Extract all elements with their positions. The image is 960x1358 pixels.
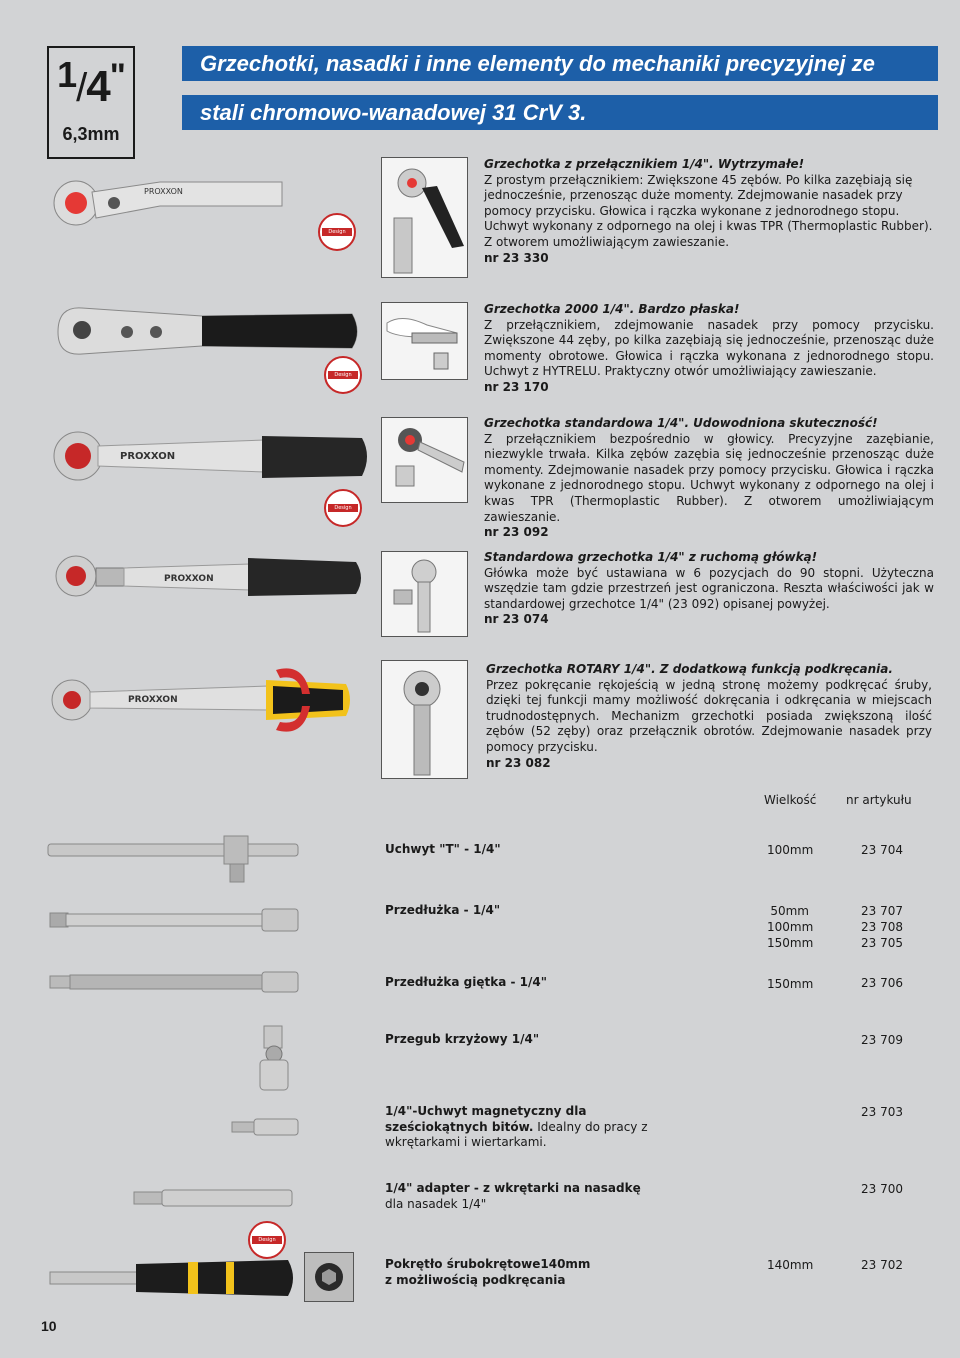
table-row-label xyxy=(385,1257,665,1288)
product-number: nr 23 074 xyxy=(484,612,549,627)
flexible-extension-image xyxy=(48,967,302,997)
design-patent-label: Design Patent xyxy=(252,1236,282,1244)
product-body: Z przełącznikiem, zdejmowanie nasadek przy pomocy przycisku. Zwiększone 44 zęby, po kilka zazębiają się jednocześnie, przenosząc duże momenty obrotowe. Głowica i rączka wykonana z jednorodnego stopu. Uchwyt z HYTRELU. Praktyczny otwór umożliwiający zawieszanie. xyxy=(484,317,934,379)
product-body: Przez pokręcanie rękojeścią w jedną stronę możemy podkręcać śruby, dzięki tej funkcji mamy możliwość dokręcania i odkręcania w miejscach trudnodostępnych. Mechanizm grzechotki posiada zwiększoną ilość zębów (52 zęby) oraz przełącznik obrotów. Zdejmowanie nasadek przy pomocy przycisku. xyxy=(486,677,932,754)
hex-socket-icon xyxy=(305,1253,353,1301)
title-banner-2 xyxy=(182,95,938,130)
product-body: Z przełącznikiem bezpośrednio w głowicy. Precyzyjne zazębianie, niezwykle trwała. Kilka zębów zazębia się jednocześnie przenosząc duże momenty. Zdejmowanie nasadek przy pomocy przycisku. Głowica i rączka wykonane z jednorodnego stopu. Uchwyt wykonany z odpornego na olej i kwas TPR (Thermoplastic Rubber). Z otworem umożliwiającym zawieszanie. xyxy=(484,431,934,524)
column-header-size: Wielkość xyxy=(764,793,817,807)
product-number: nr 23 330 xyxy=(484,250,549,265)
product-23170-description xyxy=(484,302,934,396)
proxxon-logo: PROXXON xyxy=(128,695,178,705)
ratchet-23082-image xyxy=(48,664,354,734)
table-row-label: Uchwyt "T" - 1/4" xyxy=(385,842,501,856)
table-row-size: 100mm xyxy=(767,843,814,857)
table-row-size: 150mm xyxy=(767,977,814,991)
title-line-1: Grzechotki, nasadki i inne elementy do mechaniki precyzyjnej ze xyxy=(200,51,875,76)
table-row-article-number: 23 700 xyxy=(861,1182,903,1196)
table-row-label: Przedłużka - 1/4" xyxy=(385,903,501,917)
ratchet-23330-detail-photo xyxy=(381,157,468,278)
product-title: Grzechotka z przełącznikiem 1/4". Wytrzymałe! xyxy=(484,157,805,171)
product-title: Grzechotka standardowa 1/4". Udowodniona skuteczność! xyxy=(484,416,878,430)
ratchet-23092-image xyxy=(50,428,372,488)
design-patent-label: Design Patent xyxy=(328,504,358,512)
table-row-label-bold: 1/4"-Uchwyt magnetyczny dla sześciokątnych bitów. xyxy=(385,1104,587,1134)
product-body: Główka może być ustawiana w 6 pozycjach do 90 stopni. Użyteczna wszędzie tam gdzie przestrzeń jest ograniczona. Reszta właściwości jak w standardowej grzechotce 1/4" (23 092) opisanej powyżej. xyxy=(484,565,934,611)
size-fraction-denominator: 4 xyxy=(86,62,110,111)
design-patent-stamp xyxy=(318,213,356,251)
ratchet-23330-image xyxy=(50,160,286,230)
proxxon-logo: PROXXON xyxy=(120,451,176,462)
table-row-label-bold: 1/4" adapter - z wkrętarki na nasadkę xyxy=(385,1181,641,1195)
product-number: nr 23 170 xyxy=(484,379,549,394)
hand-ratchet-detail-icon xyxy=(382,303,467,379)
ratchet-23074-image xyxy=(52,552,364,604)
table-row-label xyxy=(385,1181,665,1212)
product-number: nr 23 092 xyxy=(484,525,549,540)
table-row-label: Przegub krzyżowy 1/4" xyxy=(385,1032,540,1046)
proxxon-logo: PROXXON xyxy=(164,574,214,584)
table-row-label-note: dla nasadek 1/4" xyxy=(385,1196,487,1211)
product-23074-description xyxy=(484,550,934,628)
product-number: nr 23 082 xyxy=(486,755,551,770)
ratchet-23170-image xyxy=(52,302,364,362)
product-title: Grzechotka 2000 1/4". Bardzo płaska! xyxy=(484,302,740,316)
design-patent-label: Design Patent xyxy=(328,371,358,379)
table-row-article-number: 23 703 xyxy=(861,1105,903,1119)
product-23330-description xyxy=(484,157,936,266)
table-row-label: Przedłużka giętka - 1/4" xyxy=(385,975,547,989)
ratchet-23170-detail-photo xyxy=(381,302,468,380)
column-header-article-number: nr artykułu xyxy=(846,793,912,807)
product-23092-description xyxy=(484,416,934,541)
table-row-label-bold-line2: z możliwością podkręcania xyxy=(385,1272,566,1287)
table-row-label xyxy=(385,1104,665,1151)
table-row-size: 140mm xyxy=(767,1258,814,1272)
table-row-label-bold: Pokrętło śrubokrętowe140mm xyxy=(385,1257,591,1271)
handle-end-photo xyxy=(304,1252,354,1302)
t-handle-image xyxy=(46,830,300,884)
title-banner-1 xyxy=(182,46,938,81)
table-row-article-number: 23 706 xyxy=(861,976,903,990)
hand-ratchet-detail-icon xyxy=(382,158,467,277)
table-row-article-numbers: 23 707 23 708 23 705 xyxy=(861,904,903,950)
product-title: Standardowa grzechotka 1/4" z ruchomą główką! xyxy=(484,550,818,564)
table-row-article-number: 23 709 xyxy=(861,1033,903,1047)
ratchet-23092-detail-photo xyxy=(381,417,468,503)
product-title: Grzechotka ROTARY 1/4". Z dodatkową funkcją podkręcania. xyxy=(486,662,893,676)
size-fraction-numerator: 1 xyxy=(57,54,77,95)
design-patent-stamp xyxy=(324,356,362,394)
design-patent-stamp xyxy=(324,489,362,527)
table-row-article-number: 23 702 xyxy=(861,1258,903,1272)
ratchet-23082-detail-photo xyxy=(381,660,468,779)
title-line-2: stali chromowo-wanadowej 31 CrV 3. xyxy=(200,100,587,125)
size-box xyxy=(47,46,135,159)
table-row-article-number: 23 704 xyxy=(861,843,903,857)
design-patent-label: Design Patent xyxy=(322,228,352,236)
product-23082-description xyxy=(486,662,932,771)
table-row-sizes: 50mm 100mm 150mm xyxy=(767,904,814,950)
hand-ratchet-detail-icon xyxy=(382,418,467,502)
swivel-head-detail-icon xyxy=(382,552,467,636)
ratchet-23074-detail-photo xyxy=(381,551,468,637)
size-fraction: $^1$/4" xyxy=(57,54,125,111)
product-body: Z prostym przełącznikiem: Zwiększone 45 zębów. Po kilka zazębiają się jednocześnie, przenosząc duże momenty. Zdejmowanie nasadek przy pomocy przycisku. Głowica i rączka wykonane z jednorodnego stopu. Uchwyt wykonany z odpornego na olej i kwas TPR (Thermoplastic Rubber). Z otworem umożliwiającym zawieszanie. xyxy=(484,172,933,249)
rotary-ratchet-detail-icon xyxy=(382,661,467,778)
screwdriver-handle-image xyxy=(48,1254,300,1304)
universal-joint-image xyxy=(256,1024,296,1094)
proxxon-logo: PROXXON xyxy=(144,187,183,196)
page-number: 10 xyxy=(41,1318,57,1334)
extension-bar-image xyxy=(48,905,302,935)
adapter-image xyxy=(132,1186,300,1210)
table-row-label-note: Idealny do pracy z wkrętarkami i wiertarkami. xyxy=(385,1119,648,1150)
size-mm: 6,3mm xyxy=(62,124,120,144)
size-fraction-mark: " xyxy=(109,57,125,95)
magnetic-bit-holder-image xyxy=(230,1116,300,1138)
